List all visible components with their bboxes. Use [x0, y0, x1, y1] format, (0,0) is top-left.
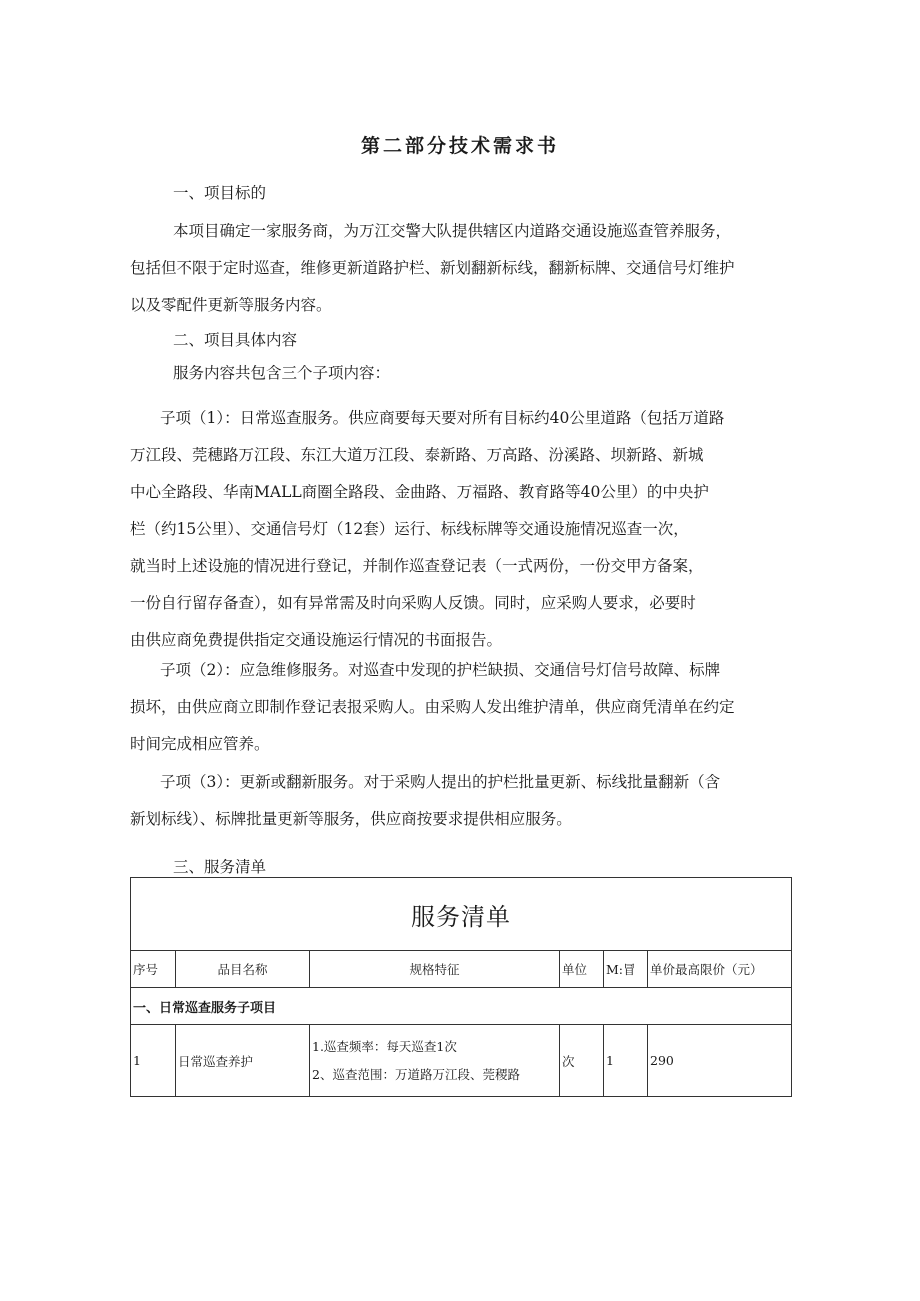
- section-3-heading: 三、服务清单: [173, 858, 267, 876]
- subitem-2-paragraph: [130, 659, 790, 770]
- header-name: 品目名称: [176, 951, 310, 988]
- table-header-row: [131, 951, 792, 988]
- paragraph-line: 包括但不限于定时巡查，维修更新道路护栏、新划翻新标线，翻新标牌、交通信号灯维护: [130, 259, 735, 277]
- subitem-3-paragraph: [130, 771, 790, 845]
- section-2-intro: 服务内容共包含三个子项内容：: [173, 364, 391, 382]
- cell-price: 290: [648, 1025, 792, 1097]
- cell-qty: 1: [604, 1025, 648, 1097]
- spec-line: 2、巡查范围：万道路万江段、莞稷路: [312, 1066, 520, 1082]
- header-price: 单价最高限价（元）: [648, 951, 792, 988]
- section-1-heading: 一、项目标的: [173, 184, 267, 202]
- header-seq: 序号: [131, 951, 176, 988]
- paragraph-line: 子项（2）：应急维修服务。对巡查中发现的护栏缺损、交通信号灯信号故障、标牌: [160, 661, 721, 679]
- subitem-1-paragraph: [130, 407, 790, 666]
- section-2-heading: 二、项目具体内容: [173, 331, 298, 349]
- paragraph-line: 时间完成相应管养。: [130, 735, 270, 753]
- service-list-table: [130, 877, 792, 1097]
- table-row: [131, 1025, 792, 1097]
- cell-seq: 1: [131, 1025, 176, 1097]
- paragraph-line: 就当时上述设施的情况进行登记，并制作巡查登记表（一式两份，一份交甲方备案，: [130, 557, 704, 575]
- paragraph-line: 本项目确定一家服务商，为万江交警大队提供辖区内道路交通设施巡查管养服务，: [173, 222, 732, 240]
- header-qty: M:冒: [604, 951, 648, 988]
- cell-name: 日常巡查养护: [176, 1025, 310, 1097]
- table-title: 服务清单: [131, 878, 792, 951]
- page-title: 第二部分技术需求书: [360, 135, 559, 157]
- table-section-row: [131, 988, 792, 1025]
- section-label: 一、日常巡查服务子项目: [131, 988, 792, 1025]
- paragraph-line: 新划标线）、标牌批量更新等服务，供应商按要求提供相应服务。: [130, 810, 572, 828]
- paragraph-line: 由供应商免费提供指定交通设施运行情况的书面报告。: [130, 631, 503, 649]
- paragraph-line: 一份自行留存备查），如有异常需及时向采购人反馈。同时，应采购人要求，必要时: [130, 594, 696, 612]
- cell-unit: 次: [560, 1025, 604, 1097]
- cell-spec: [310, 1025, 560, 1097]
- paragraph-line: 子项（1）：日常巡查服务。供应商要每天要对所有目标约40公里道路（包括万道路: [160, 409, 725, 427]
- header-spec: 规格特征: [310, 951, 560, 988]
- paragraph-line: 栏（约15公里）、交通信号灯（12套）运行、标线标牌等交通设施情况巡查一次，: [130, 520, 689, 538]
- paragraph-line: 以及零配件更新等服务内容。: [130, 296, 332, 314]
- paragraph-line: 万江段、莞穗路万江段、东江大道万江段、泰新路、万高路、汾溪路、坝新路、新城: [130, 446, 704, 464]
- paragraph-line: 子项（3）：更新或翻新服务。对于采购人提出的护栏批量更新、标线批量翻新（含: [160, 773, 721, 791]
- header-unit: 单位: [560, 951, 604, 988]
- spec-line: 1.巡查频率：每天巡查1次: [312, 1038, 457, 1054]
- paragraph-line: 损坏，由供应商立即制作登记表报采购人。由采购人发出维护清单，供应商凭清单在约定: [130, 698, 735, 716]
- section-1-paragraph: [130, 220, 790, 331]
- paragraph-line: 中心全路段、华南MALL商圈全路段、金曲路、万福路、教育路等40公里）的中央护: [130, 483, 709, 501]
